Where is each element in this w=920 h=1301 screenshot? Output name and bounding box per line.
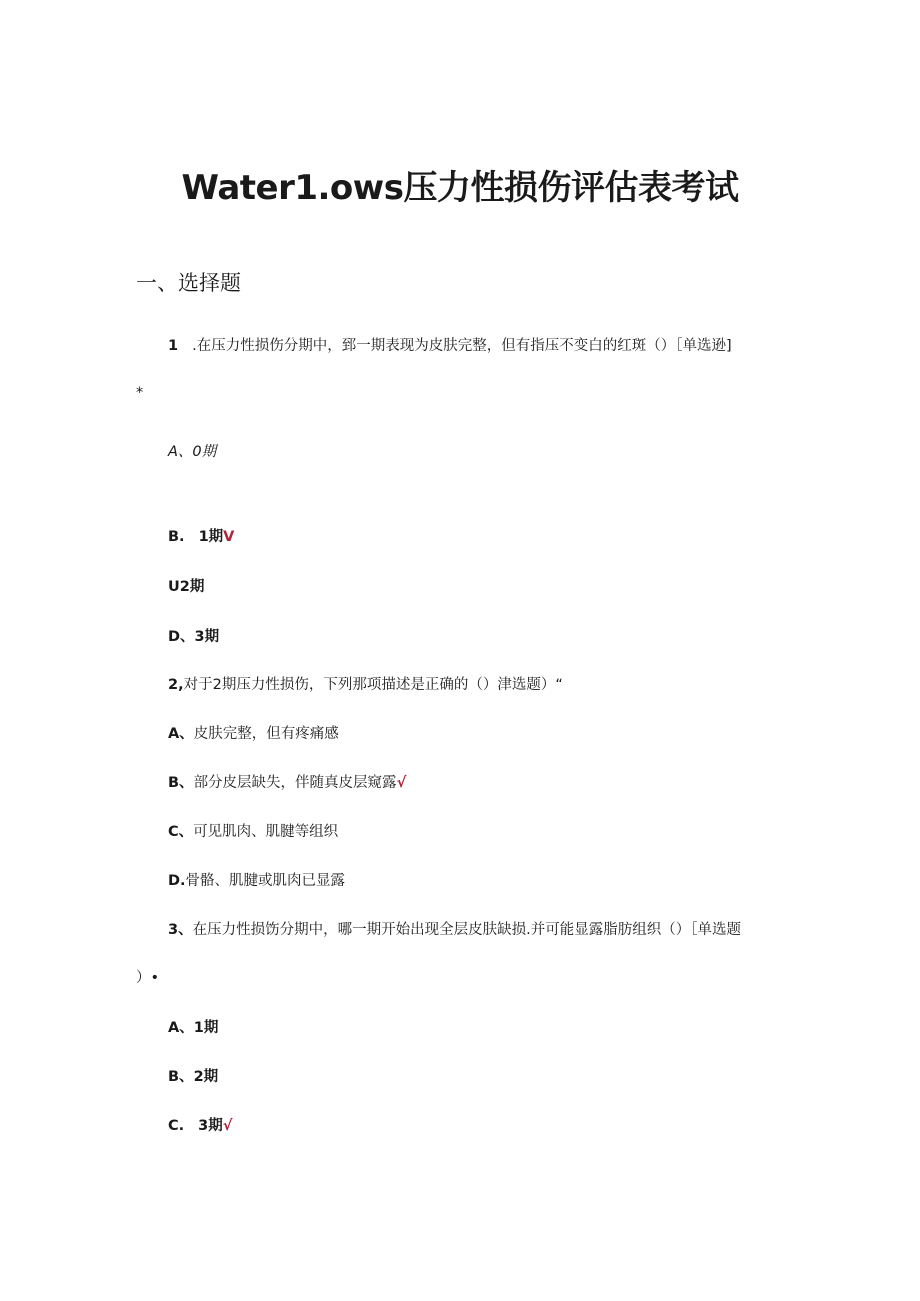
option-2b[interactable] [168, 773, 406, 793]
question-number: 1 [168, 338, 179, 354]
question-1 [168, 336, 732, 356]
option-prefix: B、 [168, 1069, 194, 1085]
question-text: 对于2期压力性损伤，下列那项描述是正确的（）津选题）“ [183, 677, 563, 693]
option-2c[interactable] [168, 822, 338, 842]
question-3 [168, 920, 741, 940]
option-1c[interactable] [168, 577, 204, 597]
option-text: 3期 [198, 1118, 223, 1134]
option-2a[interactable] [168, 724, 339, 744]
option-prefix: A、 [168, 444, 193, 460]
option-text: 2期 [193, 1069, 219, 1085]
option-text: 0期 [192, 444, 217, 460]
option-prefix: B、 [168, 775, 194, 791]
option-text: 3期 [194, 629, 220, 645]
option-text: 1期 [193, 1020, 219, 1036]
option-3a[interactable] [168, 1018, 218, 1038]
option-prefix: A、 [168, 726, 194, 742]
option-3b[interactable] [168, 1067, 218, 1087]
option-text: 可见肌肉、肌腱等组织 [193, 824, 339, 840]
option-prefix: D、 [168, 629, 195, 645]
option-1b[interactable] [168, 527, 234, 547]
question-2 [168, 675, 563, 695]
option-text: 部分皮层缺失，伴随真皮层窥露 [193, 775, 397, 791]
option-prefix: U [168, 579, 180, 595]
question-3-continuation: ）• [136, 970, 160, 986]
question-text: 在压力性损饬分期中，哪一期开始出现全层皮肤缺损.并可能显露脂肪组织（）［单选题 [192, 922, 741, 938]
option-prefix: C、 [168, 824, 194, 840]
question-1-continuation: * [136, 385, 144, 401]
option-prefix: D. [168, 873, 186, 889]
option-prefix: B. [168, 529, 185, 545]
option-prefix: A、 [168, 1020, 194, 1036]
section-heading: 一、选择题 [136, 271, 241, 295]
correct-check-icon: V [223, 529, 235, 545]
option-3c[interactable] [168, 1116, 232, 1136]
option-1a[interactable] [168, 442, 216, 462]
question-text: .在压力性损伤分期中，郅一期表现为皮肤完整，但有指压不变白的红斑（）［单选逊] [192, 338, 732, 354]
question-number: 2, [168, 677, 184, 693]
option-text: 骨骼、肌腱或肌肉已显露 [185, 873, 346, 889]
option-1d[interactable] [168, 627, 219, 647]
option-text: 1期 [198, 529, 224, 545]
option-text: 皮肤完整，但有疼痛感 [193, 726, 339, 742]
option-text: 2期 [179, 579, 205, 595]
question-number: 3、 [168, 922, 193, 938]
page-title: Water1.ows压力性损伤评估表考试 [181, 168, 739, 208]
option-prefix: C. [168, 1118, 185, 1134]
correct-check-icon: √ [396, 775, 407, 791]
correct-check-icon: √ [222, 1118, 233, 1134]
option-2d[interactable] [168, 871, 345, 891]
